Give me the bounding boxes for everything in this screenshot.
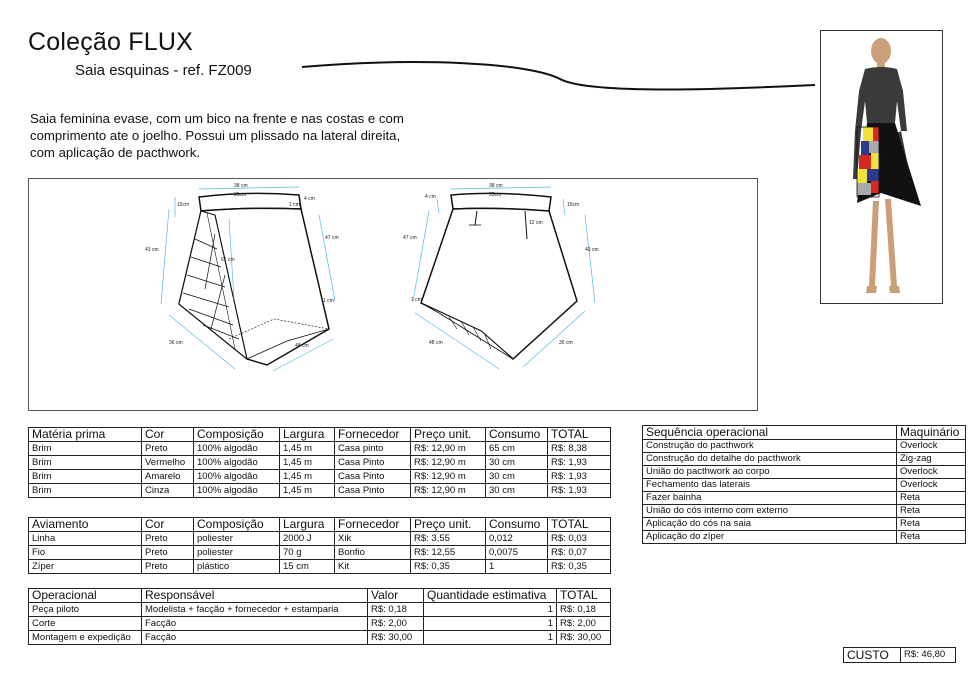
table-header-row	[29, 589, 611, 603]
table-cell: Amarelo	[142, 470, 194, 484]
table-cell: 1,45 m	[280, 470, 335, 484]
header-cell: Fornecedor	[335, 518, 411, 532]
table-row	[643, 531, 966, 544]
front-dim-center: 61 cm	[221, 257, 235, 263]
table-row	[29, 532, 611, 546]
table-cell: R$: 1,93	[548, 484, 611, 498]
table-cell: poliester	[194, 546, 280, 560]
table-cell: 1	[486, 560, 548, 574]
table-cell: R$: 12,90 m	[411, 470, 486, 484]
header-cell: Composição	[194, 428, 280, 442]
back-dim-zip-len: 12 cm	[529, 220, 543, 226]
table-cell: Reta	[897, 531, 966, 544]
table-cell: plástico	[194, 560, 280, 574]
table-cell: 1	[424, 603, 557, 617]
table-cell: 0,0075	[486, 546, 548, 560]
trims-table	[28, 517, 611, 574]
table-cell: 1,45 m	[280, 484, 335, 498]
table-header-row	[29, 518, 611, 532]
front-dim-hem-right: 48 cm	[295, 343, 309, 349]
table-cell: Bonfio	[335, 546, 411, 560]
back-dim-right-len: 43 cm	[585, 247, 599, 253]
table-cell: R$: 12,90 m	[411, 484, 486, 498]
table-row	[29, 560, 611, 574]
table-cell: poliester	[194, 532, 280, 546]
table-cell: Construção do pacthwork	[643, 440, 897, 453]
table-row	[29, 631, 611, 645]
table-cell: R$: 0,18	[368, 603, 424, 617]
back-dim-waistband-side: 4 cm	[425, 194, 436, 200]
header-cell: Aviamento	[29, 518, 142, 532]
table-cell: Casa Pinto	[335, 484, 411, 498]
back-dim-top-width: 38 cm	[489, 183, 503, 189]
operations-table	[28, 588, 611, 645]
header-cell: Quantidade estimativa	[424, 589, 557, 603]
header-cell: Largura	[280, 518, 335, 532]
front-dim-waistband-h: 15cm	[177, 202, 190, 208]
table-row	[29, 603, 611, 617]
table-cell: R$: 0,07	[548, 546, 611, 560]
cost-value: R$: 46,80	[901, 648, 956, 663]
table-cell: Preto	[142, 442, 194, 456]
table-row	[643, 453, 966, 466]
header-cell: Largura	[280, 428, 335, 442]
table-cell: Construção do detalhe do pacthwork	[643, 453, 897, 466]
header-cell: Consumo	[486, 518, 548, 532]
front-dim-top-width: 38 cm	[234, 183, 248, 189]
sequence-table	[642, 425, 966, 544]
table-cell: R$: 12,90 m	[411, 456, 486, 470]
table-cell: Casa pinto	[335, 442, 411, 456]
table-cell: Facção	[142, 617, 368, 631]
table-cell: Peça piloto	[29, 603, 142, 617]
page-title: Coleção FLUX	[28, 28, 193, 56]
table-cell: 30 cm	[486, 484, 548, 498]
fashion-illustration	[821, 31, 942, 303]
table-cell: R$: 12,55	[411, 546, 486, 560]
table-cell: Casa Pinto	[335, 456, 411, 470]
table-cell: União do cós interno com externo	[643, 505, 897, 518]
table-cell: 100% algodão	[194, 484, 280, 498]
table-row	[643, 492, 966, 505]
front-dim-waistband-side: 4 cm	[304, 196, 315, 202]
table-cell: Overlock	[897, 466, 966, 479]
header-cell: TOTAL	[548, 518, 611, 532]
back-dim-left-small: 1 cm	[411, 297, 422, 303]
table-cell: Reta	[897, 505, 966, 518]
table-row	[643, 505, 966, 518]
table-cell: R$: 1,93	[548, 470, 611, 484]
back-dim-waistband-h: 15cm	[567, 202, 580, 208]
materials-table	[28, 427, 611, 498]
table-row	[643, 440, 966, 453]
table-cell: 65 cm	[486, 442, 548, 456]
table-cell: 1,45 m	[280, 456, 335, 470]
header-cell: Cor	[142, 518, 194, 532]
table-cell: 30 cm	[486, 456, 548, 470]
table-row	[29, 456, 611, 470]
table-row	[643, 518, 966, 531]
table-cell: 1	[424, 631, 557, 645]
table-cell: Kit	[335, 560, 411, 574]
table-cell: Modelista + facção + fornecedor + estamparia	[142, 603, 368, 617]
table-cell: Linha	[29, 532, 142, 546]
table-cell: R$: 3,55	[411, 532, 486, 546]
table-cell: Reta	[897, 492, 966, 505]
table-cell: Preto	[142, 560, 194, 574]
table-row	[29, 470, 611, 484]
table-cell: Preto	[142, 546, 194, 560]
header-cell: Preço unit.	[411, 518, 486, 532]
table-cell: Aplicação do cós na saia	[643, 518, 897, 531]
table-row	[29, 442, 611, 456]
table-cell: Brim	[29, 484, 142, 498]
table-cell: Cinza	[142, 484, 194, 498]
table-cell: Fio	[29, 546, 142, 560]
header-cell: Composição	[194, 518, 280, 532]
header-cell: Preço unit.	[411, 428, 486, 442]
header-cell: Cor	[142, 428, 194, 442]
table-cell: R$: 0,03	[548, 532, 611, 546]
product-description: Saia feminina evase, com um bico na frente e nas costas e com comprimento ate o joelho. Possui um plissado na lateral direita, com aplicação de pacthwork.	[30, 111, 404, 160]
front-dim-hem-left: 36 cm	[169, 340, 183, 346]
header-cell: Maquinário	[897, 426, 966, 440]
table-cell: 100% algodão	[194, 456, 280, 470]
table-cell: R$: 0,18	[557, 603, 611, 617]
back-dim-waist: 35cm	[489, 192, 502, 198]
table-cell: R$: 2,00	[368, 617, 424, 631]
header-cell: Fornecedor	[335, 428, 411, 442]
back-dim-left-len: 47 cm	[403, 235, 417, 241]
front-view	[145, 183, 339, 371]
header-cell: Operacional	[29, 589, 142, 603]
cost-table	[843, 647, 956, 663]
front-dim-right-small: 1 cm	[323, 298, 334, 304]
table-cell: União do pacthwork ao corpo	[643, 466, 897, 479]
technical-drawing	[29, 179, 757, 410]
header-cell: Responsável	[142, 589, 368, 603]
table-cell: Casa Pinto	[335, 470, 411, 484]
back-dim-hem-right: 36 cm	[559, 340, 573, 346]
table-cell: Brim	[29, 470, 142, 484]
table-cell: Fechamento das laterais	[643, 479, 897, 492]
back-dim-hem-left: 48 cm	[429, 340, 443, 346]
table-cell: Brim	[29, 442, 142, 456]
front-dim-right-len: 47 cm	[325, 235, 339, 241]
table-cell: Fazer bainha	[643, 492, 897, 505]
table-cell: Zíper	[29, 560, 142, 574]
technical-drawing-frame	[28, 178, 758, 411]
table-row	[643, 466, 966, 479]
table-cell: R$: 30,00	[557, 631, 611, 645]
table-cell: Reta	[897, 518, 966, 531]
table-row	[29, 617, 611, 631]
table-cell: Preto	[142, 532, 194, 546]
table-header-row	[643, 426, 966, 440]
table-cell: Zig-zag	[897, 453, 966, 466]
decorative-wave	[300, 55, 820, 100]
fashion-illustration-frame	[820, 30, 943, 304]
table-cell: 0,012	[486, 532, 548, 546]
table-row	[643, 479, 966, 492]
header-cell: Matéria prima	[29, 428, 142, 442]
header-cell: Consumo	[486, 428, 548, 442]
table-cell: 15 cm	[280, 560, 335, 574]
table-cell: R$: 0,35	[411, 560, 486, 574]
table-cell: R$: 12,90 m	[411, 442, 486, 456]
table-cell: R$: 30,00	[368, 631, 424, 645]
table-cell: 1,45 m	[280, 442, 335, 456]
table-cell: Facção	[142, 631, 368, 645]
back-view	[403, 183, 599, 369]
header-cell: Valor	[368, 589, 424, 603]
table-cell: Brim	[29, 456, 142, 470]
table-cell: R$: 2,00	[557, 617, 611, 631]
page-subtitle: Saia esquinas - ref. FZ009	[75, 62, 252, 79]
header-cell: TOTAL	[548, 428, 611, 442]
table-cell: 30 cm	[486, 470, 548, 484]
table-header-row	[29, 428, 611, 442]
table-cell: 100% algodão	[194, 442, 280, 456]
table-cell: Xik	[335, 532, 411, 546]
table-cell: R$: 8,38	[548, 442, 611, 456]
table-cell: 70 g	[280, 546, 335, 560]
table-cell: 1	[424, 617, 557, 631]
table-cell: R$: 1,93	[548, 456, 611, 470]
front-dim-waist: 35cm	[234, 192, 247, 198]
front-dim-left-len: 43 cm	[145, 247, 159, 253]
table-cell: 2000 J	[280, 532, 335, 546]
table-row	[29, 546, 611, 560]
header-cell: TOTAL	[557, 589, 611, 603]
table-cell: Overlock	[897, 440, 966, 453]
table-cell: Corte	[29, 617, 142, 631]
header-cell: Sequência operacional	[643, 426, 897, 440]
table-cell: R$: 0,35	[548, 560, 611, 574]
table-cell: Aplicação do zíper	[643, 531, 897, 544]
table-row	[29, 484, 611, 498]
front-dim-waistband-small: 1 cm	[289, 202, 300, 208]
table-cell: 100% algodão	[194, 470, 280, 484]
table-cell: Montagem e expedição	[29, 631, 142, 645]
cost-label: CUSTO	[844, 648, 901, 663]
table-cell: Overlock	[897, 479, 966, 492]
table-cell: Vermelho	[142, 456, 194, 470]
